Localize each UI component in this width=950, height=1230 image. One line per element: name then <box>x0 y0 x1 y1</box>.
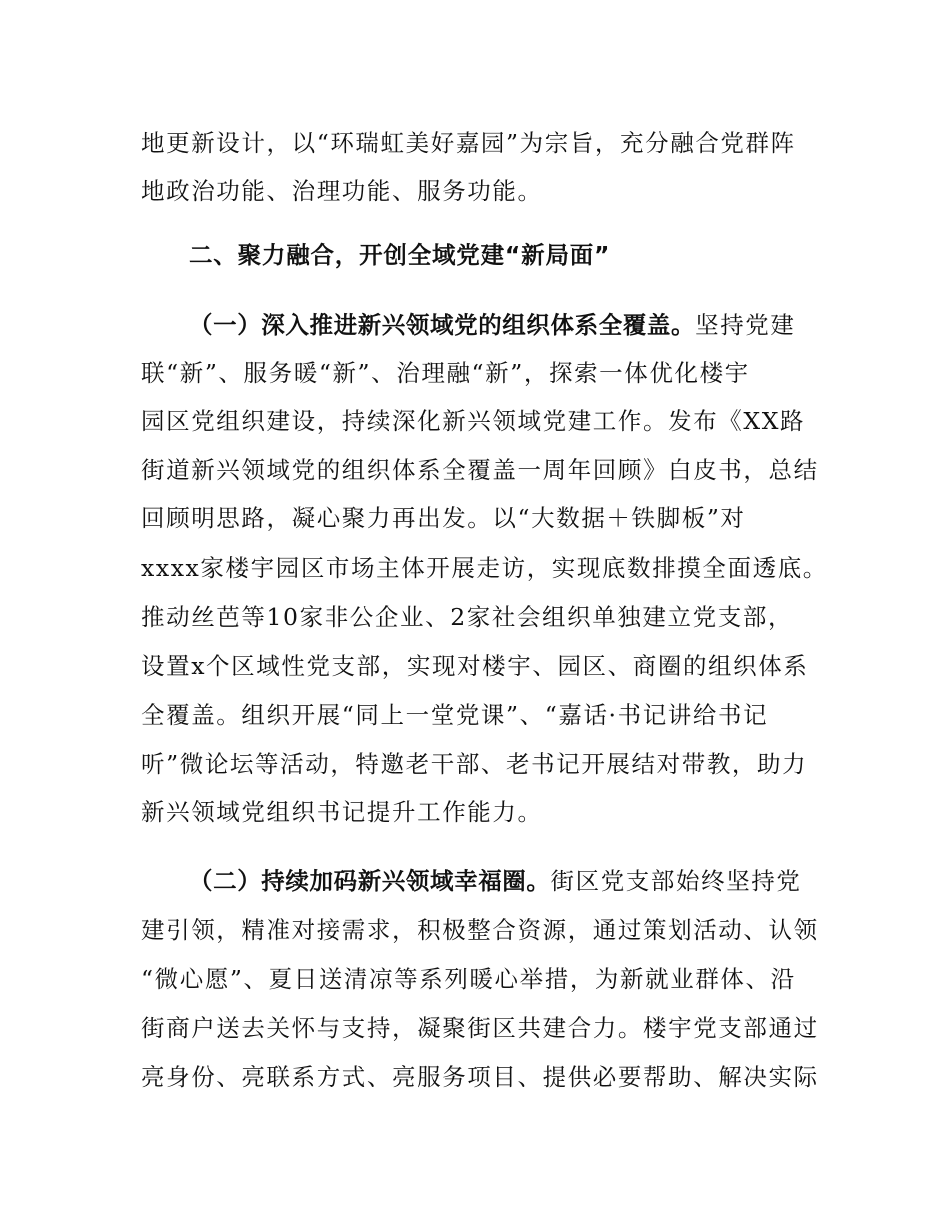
subsection-1-line-5: 回顾明思路，凝心聚力再出发。以“大数据＋铁脚板”对 <box>141 504 746 532</box>
subsection-1-line-11: 新兴领域党组织书记提升工作能力。 <box>141 798 543 826</box>
subsection-2-line-3: “微心愿”、夏日送清凉等系列暖心举措，为新就业群体、沿 <box>141 965 796 993</box>
subsection-1-line-6: xxxx家楼宇园区市场主体开展走访，实现底数排摸全面透底。 <box>141 554 828 582</box>
intro-line-2: 地政治功能、治理功能、服务功能。 <box>141 177 543 205</box>
subsection-1-line-2: 联“新”、服务暖“新”、治理融“新”，探索一体优化楼宇 <box>141 359 750 387</box>
subsection-2-first-line-text: 街区党支部始终坚持党 <box>550 867 802 895</box>
subsection-2-title: （二）持续加码新兴领域幸福圈。 <box>189 867 551 895</box>
subsection-2-line-4: 街商户送去关怀与支持，凝聚街区共建合力。楼宇党支部通过 <box>141 1014 819 1042</box>
subsection-1-line-7: 推动丝芭等10家非公企业、2家社会组织单独建立党支部， <box>141 603 794 631</box>
intro-line-1: 地更新设计，以“环瑞虹美好嘉园”为宗旨，充分融合党群阵 <box>141 129 796 157</box>
subsection-1-line-4: 街道新兴领域党的组织体系全覆盖一周年回顾》白皮书，总结 <box>141 456 819 484</box>
subsection-2-line-2: 建引领，精准对接需求，积极整合资源，通过策划活动、认领 <box>141 916 819 944</box>
subsection-1-first-line-text: 坚持党建 <box>695 311 796 339</box>
subsection-1-line-8: 设置x个区域性党支部，实现对楼宇、园区、商圈的组织体系 <box>141 652 809 680</box>
subsection-2-line-5: 亮身份、亮联系方式、亮服务项目、提供必要帮助、解决实际 <box>141 1063 819 1091</box>
subsection-2-first-line <box>189 866 869 896</box>
subsection-1-first-line <box>189 310 869 340</box>
subsection-1-line-9: 全覆盖。组织开展“同上一堂党课”、“嘉话·书记讲给书记 <box>141 701 769 729</box>
subsection-1-line-3: 园区党组织建设，持续深化新兴领域党建工作。发布《XX路 <box>141 407 806 435</box>
subsection-1-title: （一）深入推进新兴领域党的组织体系全覆盖。 <box>189 311 696 339</box>
section-heading: 二、聚力融合，开创全域党建“新局面” <box>189 241 611 269</box>
subsection-1-line-10: 听”微论坛等活动，特邀老干部、老书记开展结对带教，助力 <box>141 750 808 778</box>
